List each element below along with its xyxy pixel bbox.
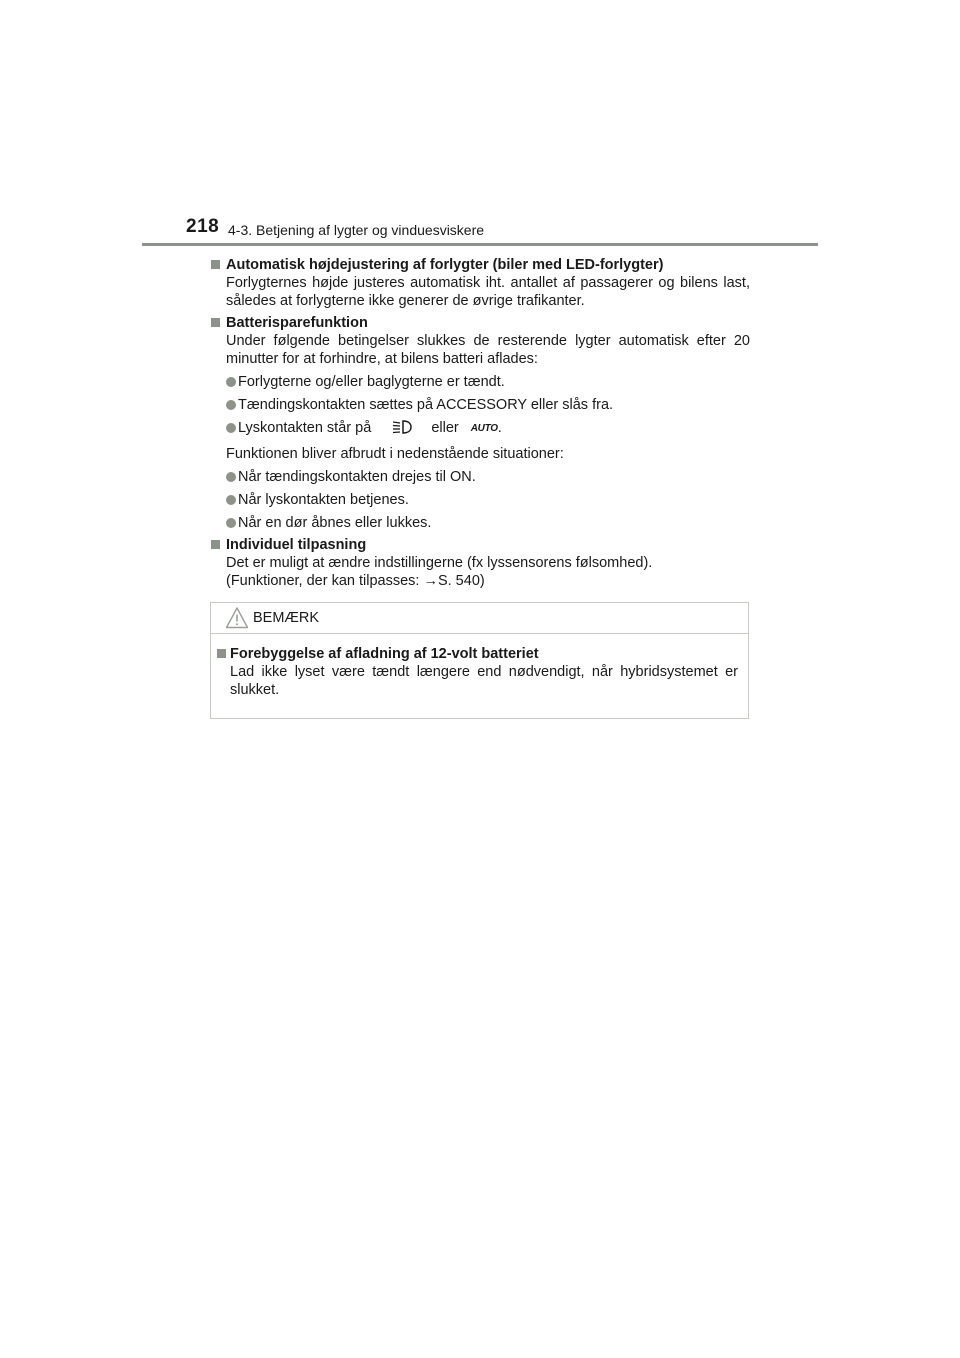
- section-title: Individuel tilpasning: [210, 536, 750, 554]
- section-battery-saver: [210, 314, 750, 532]
- round-bullet-icon: [226, 472, 236, 482]
- customization-reference: (Funktioner, der kan tilpasses: →S. 540): [226, 573, 485, 589]
- square-bullet-icon: [211, 318, 220, 327]
- notice-body: [211, 645, 748, 699]
- section-text: Forlygternes højde justeres automatisk iht. antallet af passagerer og bilens last, således at forlygterne ikke generer de øvrige trafikanter.: [226, 275, 750, 309]
- notice-title: Forebyggelse af afladning af 12-volt batteriet: [211, 645, 738, 663]
- square-bullet-icon: [211, 540, 220, 549]
- list-item-switch-position: Lyskontakten står på eller AUTO.: [210, 419, 750, 440]
- list-item: Når en dør åbnes eller lukkes.: [210, 514, 750, 532]
- section-title: Automatisk højdejustering af forlygter (biler med LED-forlygter): [210, 256, 750, 274]
- section-title: Batterisparefunktion: [210, 314, 750, 332]
- header-rule: [142, 243, 818, 246]
- notice-label: BEMÆRK: [253, 610, 320, 626]
- chapter-title: 4-3. Betjening af lygter og vinduesviskere: [228, 222, 485, 238]
- warning-triangle-icon: [225, 606, 249, 635]
- auto-icon: AUTO: [470, 423, 498, 434]
- section-customization: [210, 536, 750, 590]
- round-bullet-icon: [226, 423, 236, 433]
- notice-box: [210, 602, 749, 719]
- page-number: 218: [186, 216, 220, 237]
- interruption-intro: Funktionen bliver afbrudt i nedenstående situationer:: [226, 446, 564, 462]
- round-bullet-icon: [226, 518, 236, 528]
- section-text: Det er muligt at ændre indstillingerne (fx lyssensorens følsomhed).: [226, 555, 653, 571]
- list-item: Forlygterne og/eller baglygterne er tændt.: [210, 373, 750, 391]
- square-bullet-icon: [211, 260, 220, 269]
- list-item: Når tændingskontakten drejes til ON.: [210, 468, 750, 486]
- round-bullet-icon: [226, 400, 236, 410]
- round-bullet-icon: [226, 495, 236, 505]
- round-bullet-icon: [226, 377, 236, 387]
- notice-text: Lad ikke lyset være tændt længere end nødvendigt, når hybridsystemet er slukket.: [230, 664, 738, 698]
- square-bullet-icon: [217, 649, 226, 658]
- section-text: Under følgende betingelser slukkes de resterende lygter automatisk efter 20 minutter for at forhindre, at bilens batteri aflades:: [226, 333, 750, 367]
- section-headlight-leveling: [210, 256, 750, 310]
- list-item: Når lyskontakten betjenes.: [210, 491, 750, 509]
- headlight-icon: [391, 419, 413, 440]
- notice-header: [211, 603, 748, 634]
- main-content: [210, 256, 750, 594]
- list-item: Tændingskontakten sættes på ACCESSORY eller slås fra.: [210, 396, 750, 414]
